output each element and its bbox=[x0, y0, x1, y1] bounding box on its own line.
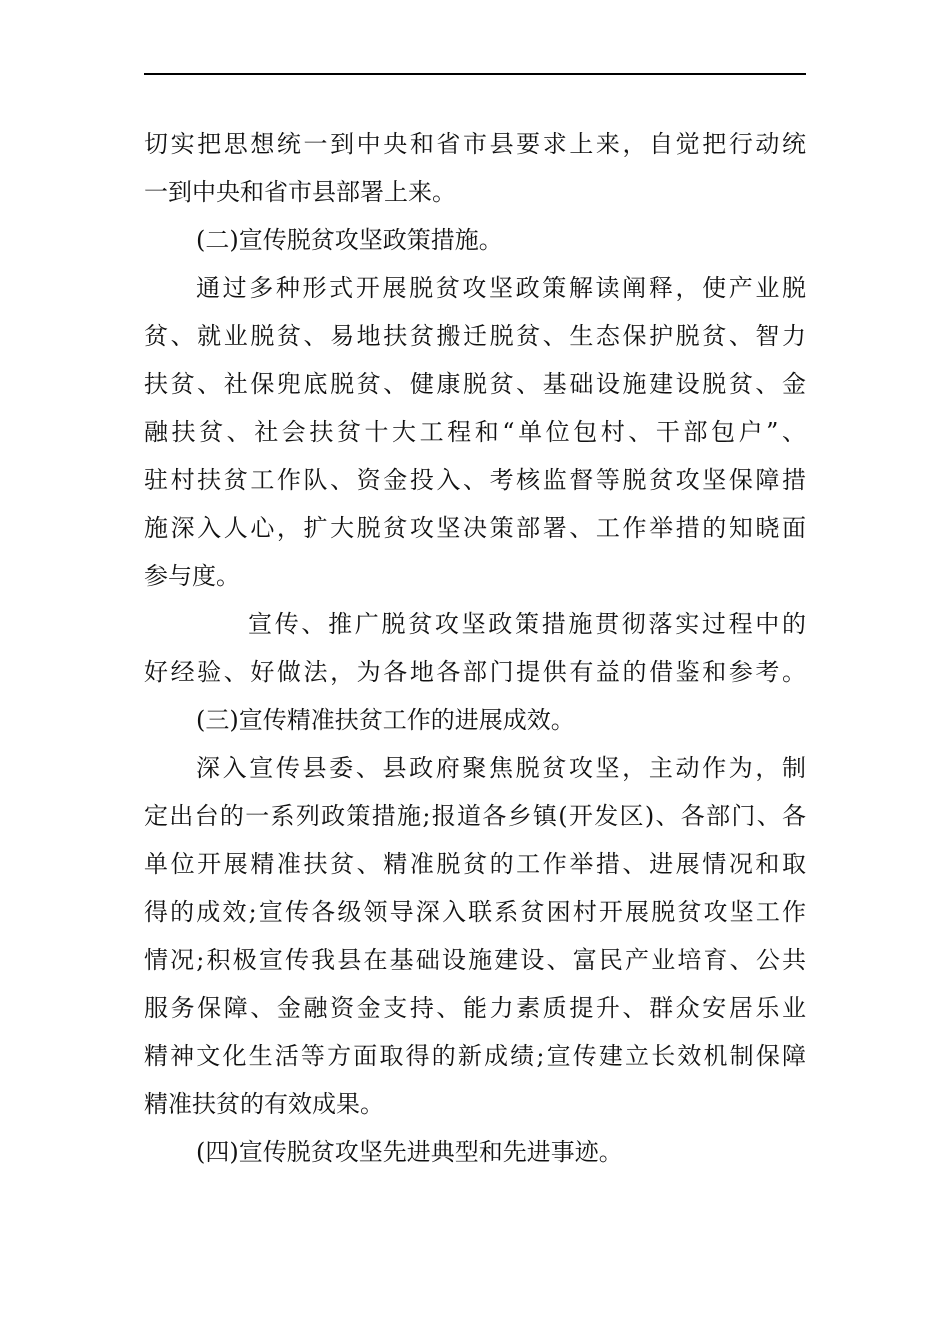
text-line: 情况;积极宣传我县在基础设施建设、富民产业培育、公共 bbox=[144, 946, 806, 974]
text-line: 融扶贫、社会扶贫十大工程和“单位包村、干部包户”、 bbox=[144, 418, 806, 446]
text-line: 贫、就业脱贫、易地扶贫搬迁脱贫、生态保护脱贫、智力 bbox=[144, 322, 806, 350]
text-line: 通过多种形式开展脱贫攻坚政策解读阐释，使产业脱 bbox=[196, 274, 806, 302]
text-line: 切实把思想统一到中央和省市县要求上来，自觉把行动统 bbox=[144, 130, 806, 158]
text-line: 定出台的一系列政策措施;报道各乡镇(开发区)、各部门、各 bbox=[144, 802, 806, 830]
text-line: 宣传、推广脱贫攻坚政策措施贯彻落实过程中的 bbox=[248, 610, 806, 638]
text-line: 一到中央和省市县部署上来。 bbox=[144, 178, 456, 206]
text-line: 精神文化生活等方面取得的新成绩;宣传建立长效机制保障 bbox=[144, 1042, 806, 1070]
section-heading: (二)宣传脱贫攻坚政策措施。 bbox=[196, 226, 503, 254]
text-line: 好经验、好做法，为各地各部门提供有益的借鉴和参考。 bbox=[144, 658, 806, 686]
header-rule bbox=[144, 73, 806, 75]
text-line: 施深入人心，扩大脱贫攻坚决策部署、工作举措的知晓面 bbox=[144, 514, 806, 542]
text-line: 参与度。 bbox=[144, 562, 240, 590]
text-line: 单位开展精准扶贫、精准脱贫的工作举措、进展情况和取 bbox=[144, 850, 806, 878]
text-line: 深入宣传县委、县政府聚焦脱贫攻坚，主动作为，制 bbox=[196, 754, 806, 782]
section-heading: (三)宣传精准扶贫工作的进展成效。 bbox=[196, 706, 575, 734]
document-body bbox=[144, 120, 806, 1176]
text-line: 精准扶贫的有效成果。 bbox=[144, 1090, 384, 1118]
text-line: 服务保障、金融资金支持、能力素质提升、群众安居乐业 bbox=[144, 994, 806, 1022]
text-line: 得的成效;宣传各级领导深入联系贫困村开展脱贫攻坚工作 bbox=[144, 898, 806, 926]
text-line: 驻村扶贫工作队、资金投入、考核监督等脱贫攻坚保障措 bbox=[144, 466, 806, 494]
text-line: 扶贫、社保兜底脱贫、健康脱贫、基础设施建设脱贫、金 bbox=[144, 370, 806, 398]
section-heading: (四)宣传脱贫攻坚先进典型和先进事迹。 bbox=[196, 1138, 623, 1166]
